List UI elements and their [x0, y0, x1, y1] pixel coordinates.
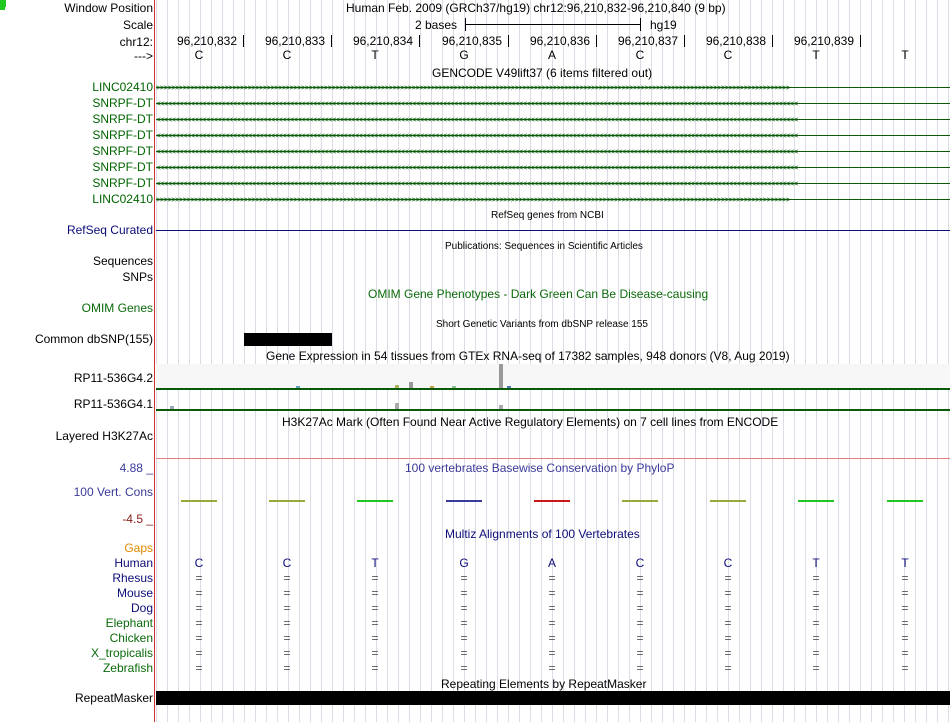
alignment-match: =: [636, 631, 644, 645]
snps-label[interactable]: SNPs: [122, 270, 153, 284]
gtex-bar[interactable]: [409, 382, 413, 388]
scale-db: hg19: [650, 18, 677, 32]
gencode-gene-line[interactable]: [156, 151, 950, 152]
alignment-match: =: [636, 586, 644, 600]
alignment-match: =: [724, 631, 732, 645]
alignment-match: =: [548, 586, 556, 600]
strand-label: --->: [134, 49, 153, 63]
refseq-track-title[interactable]: RefSeq genes from NCBI: [491, 210, 604, 221]
ruler-position[interactable]: 96,210,836: [529, 34, 590, 48]
gtex-bar[interactable]: [395, 403, 399, 409]
gtex-track-title[interactable]: Gene Expression in 54 tissues from GTEx RNA-seq of 17382 samples, 948 donors (V8, Aug 2019): [266, 349, 790, 363]
alignment-match: =: [724, 571, 732, 585]
species-label[interactable]: Rhesus: [112, 571, 153, 585]
gencode-gene-line[interactable]: [156, 135, 950, 136]
human-base: T: [812, 556, 820, 570]
phylop-peak[interactable]: [0, 7, 5, 10]
gtex-bar[interactable]: [395, 385, 399, 388]
alignment-match: =: [195, 571, 203, 585]
multiz-track-title[interactable]: Multiz Alignments of 100 Vertebrates: [445, 527, 640, 541]
alignment-match: =: [548, 616, 556, 630]
phylop-bar[interactable]: [710, 500, 746, 502]
species-label[interactable]: Mouse: [116, 586, 153, 600]
h3k27ac-label[interactable]: Layered H3K27Ac: [55, 429, 153, 443]
gtex-bar[interactable]: [170, 406, 174, 409]
alignment-match: =: [724, 586, 732, 600]
chrom-label: chr12:: [119, 35, 153, 49]
ruler-tick: [860, 35, 861, 47]
human-base: A: [547, 556, 556, 570]
alignment-match: =: [371, 631, 379, 645]
reference-base: C: [282, 48, 292, 62]
ruler-position[interactable]: 96,210,832: [176, 34, 237, 48]
alignment-match: =: [636, 601, 644, 615]
gencode-gene-label[interactable]: LINC02410: [92, 192, 153, 206]
gencode-gene-line[interactable]: [156, 199, 950, 200]
gencode-gene-line[interactable]: [156, 87, 950, 88]
gtex-gene-line-1[interactable]: [156, 388, 950, 390]
reference-base: A: [547, 48, 556, 62]
gencode-gene-label[interactable]: LINC02410: [92, 80, 153, 94]
alignment-match: =: [812, 616, 820, 630]
species-label[interactable]: Chicken: [109, 631, 153, 645]
dbsnp-track-title[interactable]: Short Genetic Variants from dbSNP release 155: [436, 319, 648, 330]
alignment-match: =: [636, 661, 644, 675]
gtex-bar[interactable]: [499, 405, 503, 409]
alignment-match: =: [724, 601, 732, 615]
omim-label[interactable]: OMIM Genes: [81, 301, 153, 315]
reference-base: C: [194, 48, 204, 62]
alignment-match: =: [901, 631, 909, 645]
alignment-match: =: [901, 571, 909, 585]
reference-base: T: [901, 48, 909, 62]
alignment-match: =: [460, 646, 468, 660]
phylop-bar[interactable]: [181, 500, 217, 502]
alignment-match: =: [548, 631, 556, 645]
alignment-match: =: [812, 631, 820, 645]
h3k27ac-baseline: [156, 458, 950, 459]
scale-label: Scale: [122, 18, 153, 32]
alignment-match: =: [283, 601, 291, 615]
dbsnp-label[interactable]: Common dbSNP(155): [34, 332, 153, 346]
window-position-label: Window Position: [64, 1, 153, 15]
gencode-gene-label[interactable]: SNRPF-DT: [92, 176, 153, 190]
repeatmasker-label[interactable]: RepeatMasker: [74, 691, 153, 705]
alignment-match: =: [460, 631, 468, 645]
omim-track-title[interactable]: OMIM Gene Phenotypes - Dark Green Can Be Disease-causing: [368, 287, 709, 301]
ruler-position[interactable]: 96,210,835: [441, 34, 502, 48]
alignment-match: =: [812, 601, 820, 615]
species-label[interactable]: X_tropicalis: [90, 646, 153, 660]
repeatmasker-track-title[interactable]: Repeating Elements by RepeatMasker: [441, 677, 647, 691]
gtex-bar[interactable]: [430, 386, 434, 388]
alignment-match: =: [636, 571, 644, 585]
alignment-match: =: [901, 661, 909, 675]
assembly-position-text[interactable]: Human Feb. 2009 (GRCh37/hg19) chr12:96,210,832-96,210,840 (9 bp): [346, 1, 726, 15]
sequences-label[interactable]: Sequences: [92, 254, 153, 268]
reference-base: C: [635, 48, 645, 62]
refseq-gene-line[interactable]: [156, 230, 950, 231]
gencode-gene-label[interactable]: SNRPF-DT: [92, 160, 153, 174]
alignment-match: =: [812, 646, 820, 660]
alignment-match: =: [371, 646, 379, 660]
gencode-gene-line[interactable]: [156, 103, 950, 104]
alignment-match: =: [460, 661, 468, 675]
alignment-match: =: [548, 661, 556, 675]
gtex-bar[interactable]: [452, 386, 456, 388]
gencode-gene-label[interactable]: SNRPF-DT: [92, 96, 153, 110]
alignment-match: =: [812, 661, 820, 675]
phylop-bar[interactable]: [269, 500, 305, 502]
alignment-match: =: [371, 601, 379, 615]
species-label[interactable]: Zebrafish: [102, 661, 153, 675]
gencode-gene-line[interactable]: [156, 119, 950, 120]
alignment-match: =: [901, 646, 909, 660]
human-base: T: [901, 556, 909, 570]
phylop-bar[interactable]: [798, 500, 834, 502]
alignment-match: =: [812, 586, 820, 600]
alignment-match: =: [724, 661, 732, 675]
h3k27ac-track-title[interactable]: H3K27Ac Mark (Often Found Near Active Regulatory Elements) on 7 cell lines from ENCODE: [282, 415, 779, 429]
human-base: C: [194, 556, 204, 570]
phylop-max-label: 4.88 _: [119, 461, 153, 475]
alignment-match: =: [371, 616, 379, 630]
reference-base: C: [723, 48, 733, 62]
gtex-gene-label-2[interactable]: RP11-536G4.1: [73, 397, 153, 411]
scale-bar-right-end: [640, 18, 641, 31]
gencode-gene-line[interactable]: [156, 183, 950, 184]
species-label[interactable]: Human: [114, 556, 153, 570]
ruler-position[interactable]: 96,210,839: [793, 34, 854, 48]
gtex-bar[interactable]: [296, 386, 300, 388]
alignment-match: =: [548, 601, 556, 615]
phylop-bar[interactable]: [357, 500, 393, 502]
alignment-match: =: [901, 586, 909, 600]
phylop-min-label: -4.5 _: [122, 512, 153, 526]
gencode-gene-label[interactable]: SNRPF-DT: [92, 128, 153, 142]
alignment-match: =: [371, 661, 379, 675]
alignment-match: =: [195, 646, 203, 660]
alignment-match: =: [901, 601, 909, 615]
alignment-match: =: [724, 646, 732, 660]
phylop-label[interactable]: 100 Vert. Cons: [73, 485, 153, 499]
alignment-match: =: [460, 571, 468, 585]
alignment-match: =: [460, 586, 468, 600]
alignment-match: =: [460, 616, 468, 630]
alignment-match: =: [636, 646, 644, 660]
ruler-position[interactable]: 96,210,834: [352, 34, 413, 48]
phylop-bar[interactable]: [534, 500, 570, 502]
ruler-position[interactable]: 96,210,833: [264, 34, 325, 48]
gtex-bar[interactable]: [499, 364, 503, 388]
dbsnp-variant-block[interactable]: [244, 333, 332, 346]
reference-base: T: [371, 48, 379, 62]
alignment-match: =: [195, 586, 203, 600]
publications-track-title[interactable]: Publications: Sequences in Scientific Articles: [445, 241, 643, 252]
alignment-match: =: [460, 601, 468, 615]
scale-text: 2 bases: [415, 18, 458, 32]
gencode-track-title[interactable]: GENCODE V49lift37 (6 items filtered out): [432, 66, 653, 80]
refseq-label[interactable]: RefSeq Curated: [66, 223, 153, 237]
alignment-match: =: [283, 631, 291, 645]
species-label[interactable]: Elephant: [105, 616, 153, 630]
gtex-gene-label-1[interactable]: RP11-536G4.2: [73, 371, 153, 385]
human-base: C: [635, 556, 645, 570]
ruler-position[interactable]: 96,210,838: [705, 34, 766, 48]
alignment-match: =: [195, 661, 203, 675]
gencode-gene-label[interactable]: SNRPF-DT: [92, 144, 153, 158]
phylop-bar[interactable]: [622, 500, 658, 502]
phylop-peak[interactable]: [0, 0, 6, 7]
gaps-label[interactable]: Gaps: [124, 541, 153, 555]
ruler-position[interactable]: 96,210,837: [617, 34, 678, 48]
alignment-match: =: [371, 586, 379, 600]
alignment-match: =: [283, 661, 291, 675]
species-label[interactable]: Dog: [130, 601, 153, 615]
scale-bar-left-end: [465, 18, 466, 31]
alignment-match: =: [548, 571, 556, 585]
gencode-gene-label[interactable]: SNRPF-DT: [92, 112, 153, 126]
gtex-row-1-bg: [156, 364, 950, 388]
reference-base: T: [812, 48, 820, 62]
scale-bar: [465, 24, 641, 25]
gencode-gene-line[interactable]: [156, 167, 950, 168]
gtex-gene-line-2[interactable]: [156, 409, 950, 411]
alignment-match: =: [636, 616, 644, 630]
gtex-bar[interactable]: [507, 386, 511, 388]
alignment-match: =: [195, 616, 203, 630]
human-base: T: [371, 556, 379, 570]
alignment-match: =: [548, 646, 556, 660]
phylop-bar[interactable]: [446, 500, 482, 502]
sidebar-border: [154, 0, 155, 722]
phylop-track-title[interactable]: 100 vertebrates Basewise Conservation by PhyloP: [405, 461, 675, 475]
alignment-match: =: [195, 601, 203, 615]
repeatmasker-block[interactable]: [156, 691, 950, 705]
alignment-match: =: [283, 616, 291, 630]
alignment-match: =: [371, 571, 379, 585]
human-base: C: [282, 556, 292, 570]
alignment-match: =: [901, 616, 909, 630]
alignment-match: =: [812, 571, 820, 585]
human-base: C: [723, 556, 733, 570]
phylop-bar[interactable]: [887, 500, 923, 502]
alignment-match: =: [283, 646, 291, 660]
alignment-match: =: [283, 586, 291, 600]
reference-base: G: [459, 48, 469, 62]
alignment-match: =: [195, 631, 203, 645]
human-base: G: [459, 556, 469, 570]
alignment-match: =: [283, 571, 291, 585]
alignment-match: =: [724, 616, 732, 630]
